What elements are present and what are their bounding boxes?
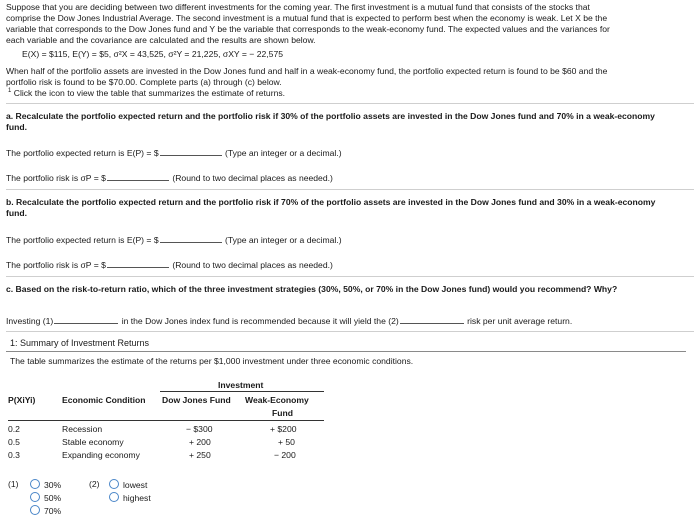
table-link[interactable] bbox=[8, 88, 285, 99]
col-dow-jones: Dow Jones Fund bbox=[162, 395, 231, 405]
option-group-1-label: (1) bbox=[8, 479, 19, 489]
popup-description: The table summarizes the estimate of the returns per $1,000 investment under three economic conditions. bbox=[10, 356, 414, 366]
radio-circle-icon bbox=[30, 492, 40, 502]
intro-text bbox=[6, 2, 692, 46]
table-link-text: Click the icon to view the table that summarizes the estimate of returns. bbox=[13, 88, 286, 98]
col-condition: Economic Condition bbox=[62, 395, 146, 405]
risk-input-b[interactable] bbox=[107, 258, 169, 268]
cell-dj: + 250 bbox=[189, 450, 211, 460]
part-a-risk-row bbox=[6, 171, 333, 184]
radio-label: lowest bbox=[123, 480, 148, 490]
divider bbox=[6, 276, 694, 277]
group-underline bbox=[160, 391, 324, 392]
risk-hint: (Round to two decimal places as needed.) bbox=[172, 260, 333, 270]
return-input-b[interactable] bbox=[160, 233, 222, 243]
table-row bbox=[278, 437, 295, 448]
part-a-question bbox=[6, 111, 692, 133]
table-row bbox=[186, 424, 213, 435]
radio-option-70[interactable] bbox=[30, 505, 61, 517]
radio-circle-icon bbox=[30, 505, 40, 515]
table-row bbox=[8, 424, 20, 435]
radio-option-50[interactable] bbox=[30, 492, 61, 504]
part-c-question: c. Based on the risk-to-return ratio, which of the three investment strategies (30%, 50%, or 70% in the Dow Jones fund) would you recommend? Why? bbox=[6, 284, 618, 294]
radio-circle-icon bbox=[109, 492, 119, 502]
return-input-a[interactable] bbox=[160, 146, 222, 156]
risk-label: The portfolio risk is σP = $ bbox=[6, 173, 106, 183]
investment-group-header: Investment bbox=[218, 380, 264, 390]
part-a-line: a. Recalculate the portfolio expected return and the portfolio risk if 30% of the portfolio assets are invested in the Dow Jones fund and 70% in a weak-economy bbox=[6, 111, 655, 121]
col-probability bbox=[8, 395, 35, 406]
part-c-sentence bbox=[6, 314, 572, 327]
part-b-line: b. Recalculate the portfolio expected return and the portfolio risk if 70% of the portfolio assets are invested in the Dow Jones fund and 30% in a weak-economy bbox=[6, 197, 656, 207]
table-row bbox=[62, 437, 124, 448]
cell-cond: Expanding economy bbox=[62, 450, 140, 460]
radio-option-30[interactable] bbox=[30, 479, 61, 491]
part-b-question bbox=[6, 197, 692, 219]
col-weak-economy-fund: Fund bbox=[272, 408, 293, 418]
popup-title: 1: Summary of Investment Returns bbox=[10, 338, 150, 348]
radio-circle-icon bbox=[30, 479, 40, 489]
intro-line: Suppose that you are deciding between two different investments for the coming year. The first investment is a mutual fund that consists of the stocks that bbox=[6, 2, 590, 12]
header-rule bbox=[8, 420, 324, 421]
part-a-return-row bbox=[6, 146, 342, 159]
part-a-line: fund. bbox=[6, 122, 27, 132]
half-line: portfolio risk is found to be $70.00. Complete parts (a) through (c) below. bbox=[6, 77, 282, 87]
radio-label: highest bbox=[123, 493, 151, 503]
return-label: The portfolio expected return is E(P) = $ bbox=[6, 148, 159, 158]
radio-label: 70% bbox=[44, 506, 62, 516]
footnote-marker: 1 bbox=[8, 88, 12, 95]
cell-we: − 200 bbox=[274, 450, 296, 460]
cell-dj: + 200 bbox=[189, 437, 211, 447]
strategy-dropdown[interactable] bbox=[54, 314, 118, 324]
option-group-2-label: (2) bbox=[89, 479, 100, 489]
part-b-risk-row bbox=[6, 258, 333, 271]
cell-p: 0.3 bbox=[8, 450, 20, 460]
risk-input-a[interactable] bbox=[107, 171, 169, 181]
sentence-middle: in the Dow Jones index fund is recommended because it will yield the (2) bbox=[121, 316, 399, 326]
cell-p: 0.5 bbox=[8, 437, 20, 447]
table-row bbox=[189, 450, 211, 461]
radio-label: 50% bbox=[44, 493, 62, 503]
col-probability-label: P(XiYi) bbox=[8, 395, 36, 405]
table-row bbox=[62, 450, 140, 461]
intro-line: each variable and the covariance are calculated and the results are shown below. bbox=[6, 35, 316, 45]
risk-label: The portfolio risk is σP = $ bbox=[6, 260, 106, 270]
cell-cond: Stable economy bbox=[62, 437, 124, 447]
cell-dj: − $300 bbox=[186, 424, 213, 434]
part-b-return-row bbox=[6, 233, 342, 246]
cell-we: + $200 bbox=[270, 424, 297, 434]
table-row bbox=[8, 437, 20, 448]
popup-title-rule bbox=[6, 351, 686, 352]
cell-we: + 50 bbox=[278, 437, 295, 447]
table-row bbox=[189, 437, 211, 448]
divider bbox=[6, 331, 694, 332]
col-weak-economy: Weak-Economy bbox=[245, 395, 309, 405]
part-b-line: fund. bbox=[6, 208, 27, 218]
radio-circle-icon bbox=[109, 479, 119, 489]
return-label: The portfolio expected return is E(P) = $ bbox=[6, 235, 159, 245]
risk-hint: (Round to two decimal places as needed.) bbox=[172, 173, 333, 183]
divider bbox=[6, 189, 694, 190]
risk-level-dropdown[interactable] bbox=[400, 314, 464, 324]
table-row bbox=[274, 450, 296, 461]
half-text bbox=[6, 66, 692, 88]
radio-option-lowest[interactable] bbox=[109, 479, 147, 491]
stats-formula: E(X) = $115, E(Y) = $5, σ²X = 43,525, σ²Y = 21,225, σXY = − 22,575 bbox=[22, 49, 283, 59]
sentence-end: risk per unit average return. bbox=[467, 316, 573, 326]
radio-label: 30% bbox=[44, 480, 62, 490]
half-line: When half of the portfolio assets are invested in the Dow Jones fund and half in a weak-economy fund, the portfolio expected return is found to be $60 and the bbox=[6, 66, 608, 76]
return-hint: (Type an integer or a decimal.) bbox=[225, 235, 342, 245]
table-row bbox=[8, 450, 20, 461]
cell-p: 0.2 bbox=[8, 424, 20, 434]
cell-cond: Recession bbox=[62, 424, 103, 434]
intro-line: variable that corresponds to the Dow Jones fund and Y be the variable that corresponds to the weak-economy fund. The expected values and the variances for bbox=[6, 24, 610, 34]
intro-line: comprise the Dow Jones Industrial Average. The second investment is a mutual fund that is expected to perform best when the economy is weak. Let X be the bbox=[6, 13, 608, 23]
radio-option-highest[interactable] bbox=[109, 492, 151, 504]
divider bbox=[6, 103, 694, 104]
sentence-start: Investing (1) bbox=[6, 316, 54, 326]
return-hint: (Type an integer or a decimal.) bbox=[225, 148, 342, 158]
table-row bbox=[62, 424, 102, 435]
table-row bbox=[270, 424, 297, 435]
